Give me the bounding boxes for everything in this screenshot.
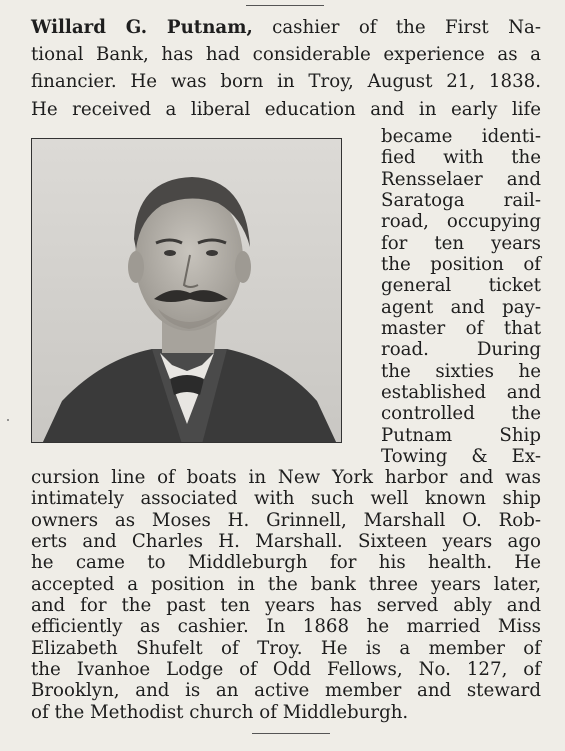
text-line-11: and for the past ten years has served ably and <box>31 595 541 616</box>
side-line-7: the position of <box>381 254 541 275</box>
side-line-16: Towing & Ex- <box>381 446 541 467</box>
text-line-15: Brooklyn, and is an active member and steward <box>31 680 541 701</box>
text-line-14: the Ivanhoe Lodge of Odd Fellows, No. 127, of <box>31 659 541 680</box>
text-line-6: intimately associated with such well known ship <box>31 488 541 509</box>
side-line-9: agent and pay- <box>381 297 541 318</box>
side-line-6: for ten years <box>381 233 541 254</box>
portrait-photo <box>31 138 342 443</box>
side-line-12: the sixties he <box>381 361 541 382</box>
text-line-9: he came to Middleburgh for his health. He <box>31 552 541 573</box>
bottom-divider <box>252 733 330 734</box>
side-line-14: controlled the <box>381 403 541 424</box>
portrait-illustration <box>32 139 342 443</box>
text-line-12: efficiently as cashier. In 1868 he married Miss <box>31 616 541 637</box>
text-line-1 <box>31 17 541 38</box>
text-line-16: of the Methodist church of Middleburgh. <box>31 702 409 723</box>
side-line-11: road. During <box>381 339 541 360</box>
text-line-13: Elizabeth Shufelt of Troy. He is a member of <box>31 638 541 659</box>
side-line-1: became identi- <box>381 126 541 147</box>
text-line-3: financier. He was born in Troy, August 21, 1838. <box>31 71 541 92</box>
side-line-15: Putnam Ship <box>381 425 541 446</box>
text-line-5: cursion line of boats in New York harbor and was <box>31 467 541 488</box>
side-line-2: fied with the <box>381 147 541 168</box>
side-line-13: established and <box>381 382 541 403</box>
text-line-8: erts and Charles H. Marshall. Sixteen years ago <box>31 531 541 552</box>
text-line-10: accepted a position in the bank three years later, <box>31 574 541 595</box>
side-line-4: Saratoga rail- <box>381 190 541 211</box>
text-line-1-rest: cashier of the First Na- <box>272 17 541 38</box>
lead-name: Willard G. Putnam, <box>31 17 253 38</box>
margin-speck <box>7 419 9 421</box>
text-line-2: tional Bank, has had considerable experience as a <box>31 44 541 65</box>
side-line-10: master of that <box>381 318 541 339</box>
side-line-8: general ticket <box>381 275 541 296</box>
top-divider <box>246 5 324 6</box>
text-line-7: owners as Moses H. Grinnell, Marshall O. Rob- <box>31 510 541 531</box>
text-line-4: He received a liberal education and in early life <box>31 99 541 120</box>
side-line-5: road, occupying <box>381 211 541 232</box>
side-line-3: Rensselaer and <box>381 169 541 190</box>
